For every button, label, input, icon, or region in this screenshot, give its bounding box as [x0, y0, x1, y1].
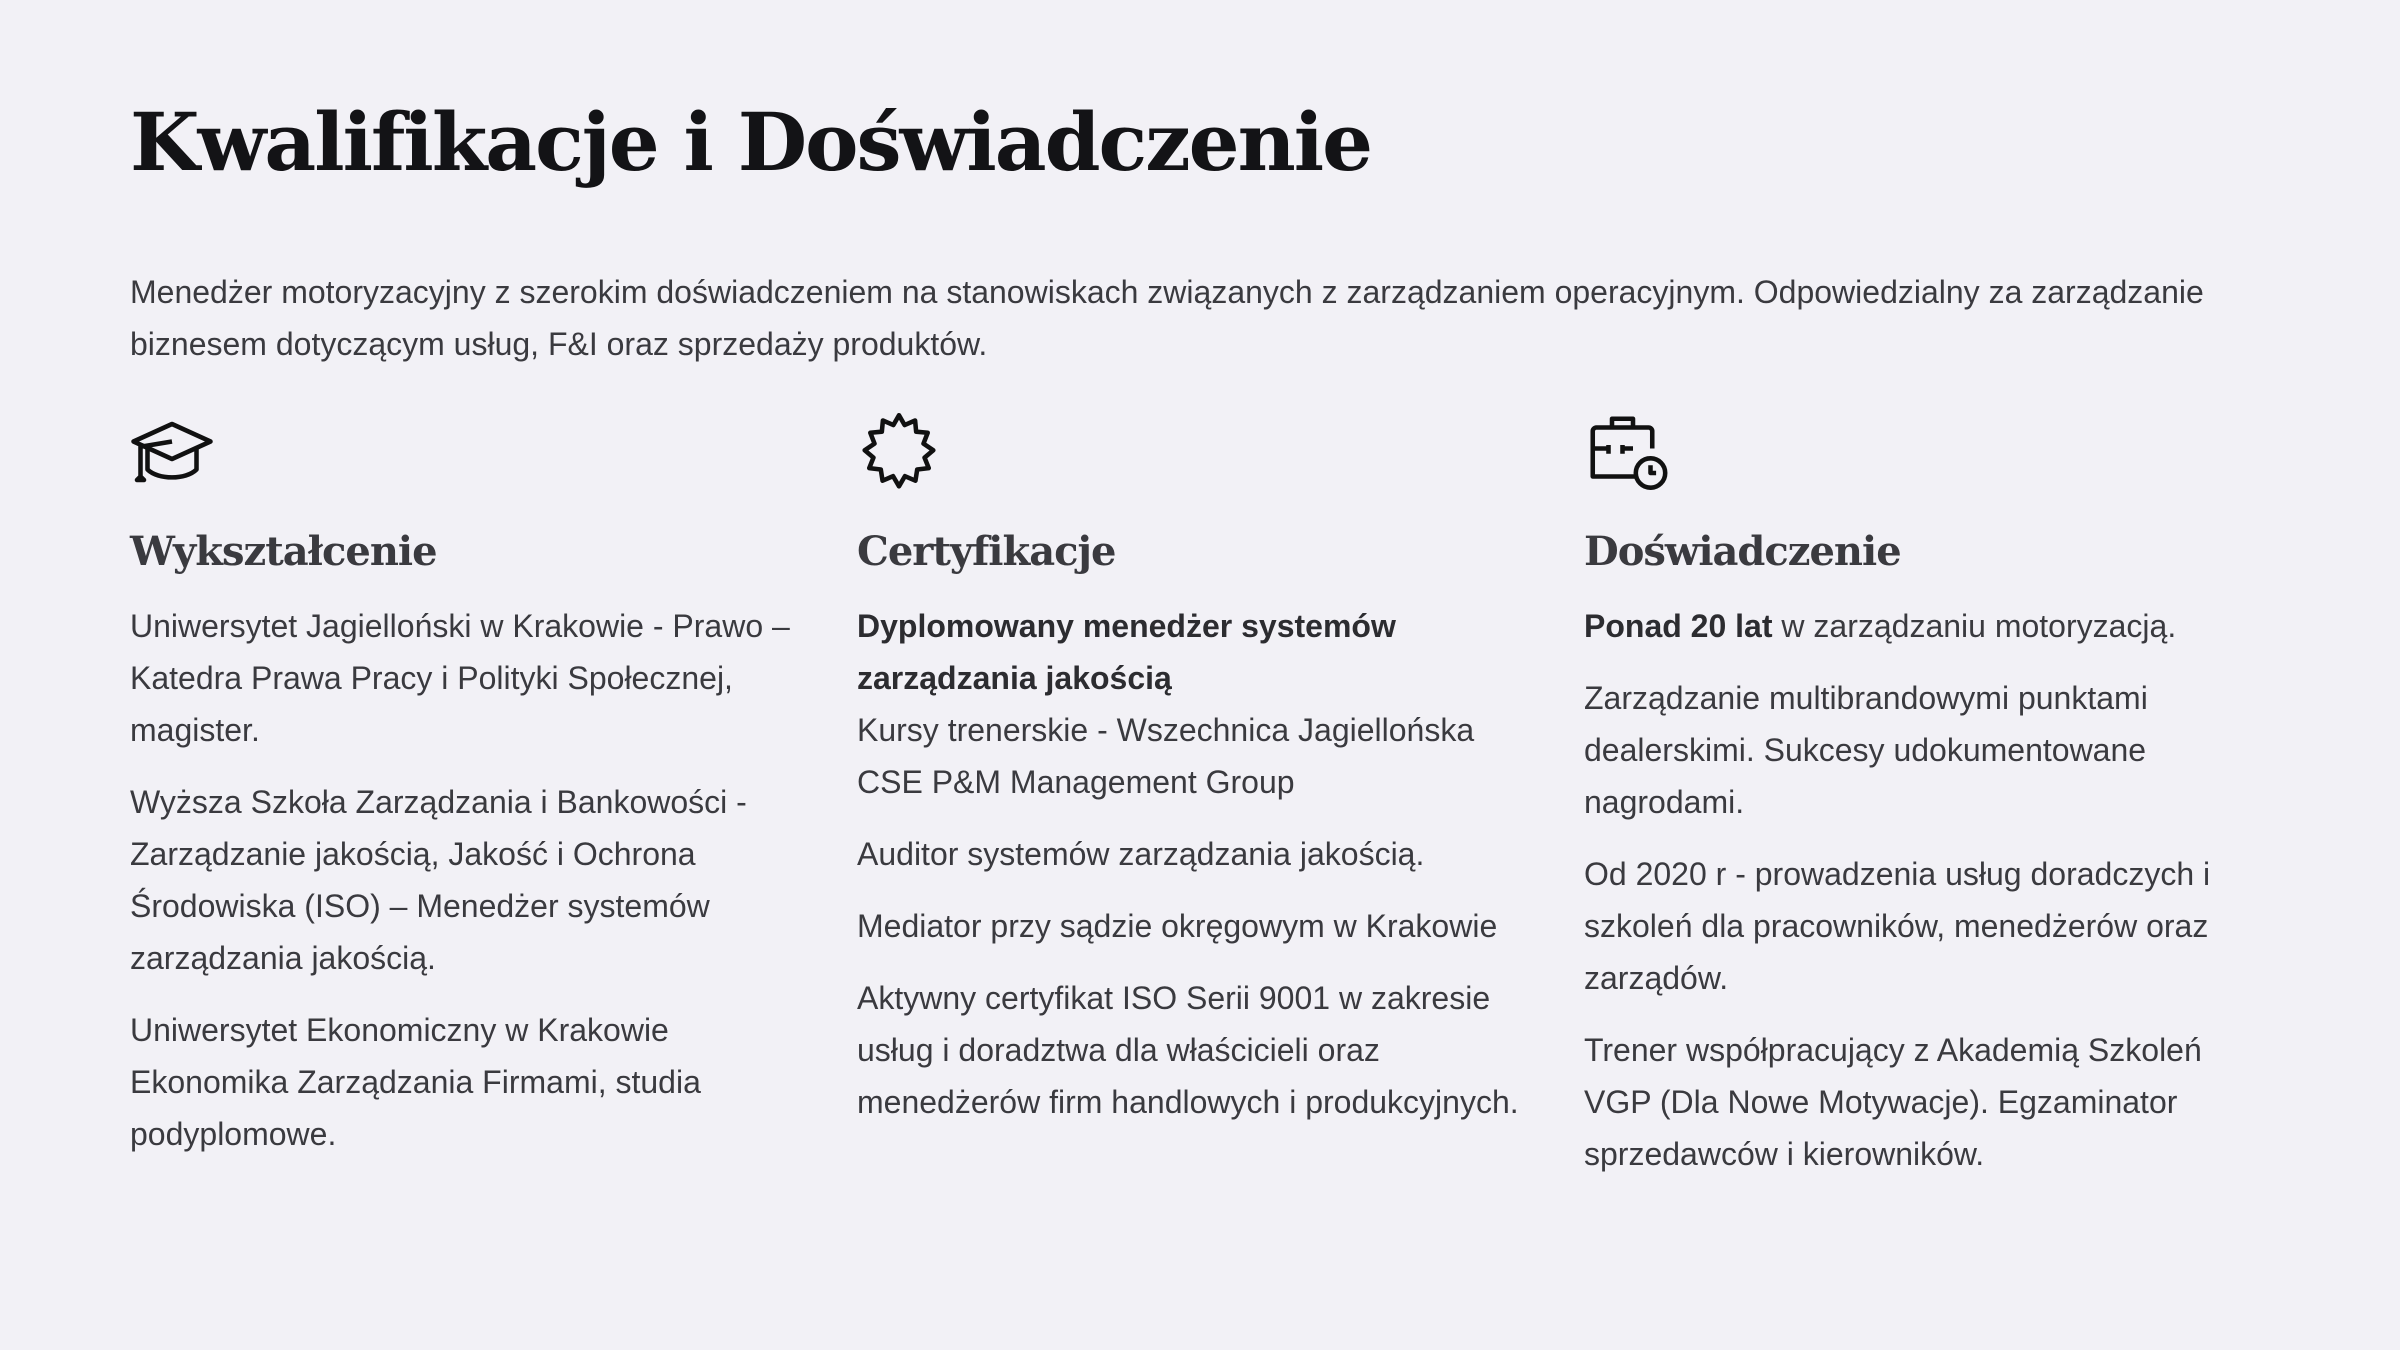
badge-icon [857, 410, 941, 494]
experience-column [1584, 410, 2274, 1172]
certifications-column [857, 410, 1547, 1120]
page-title: Kwalifikacje i Doświadczenie [130, 95, 1372, 189]
briefcase-clock-icon [1584, 410, 1668, 494]
experience-heading: Doświadczenie [1584, 528, 1901, 575]
experience-bold: Ponad 20 lat [1584, 608, 1773, 644]
education-item: Wyższa Szkoła Zarządzania i Bankowości - Zarządzanie jakością, Jakość i Ochrona Środowiska (ISO) – Menedżer systemów zarządzania jakością. [130, 784, 747, 976]
certification-item: Aktywny certyfikat ISO Serii 9001 w zakresie usług i doradztwa dla właścicieli oraz menedżerów firm handlowych i produkcyjnych. [857, 980, 1519, 1120]
experience-line: w zarządzaniu motoryzacją. [1772, 608, 2177, 644]
education-item: Uniwersytet Jagielloński w Krakowie - Prawo – Katedra Prawa Pracy i Polityki Społecznej, magister. [130, 608, 790, 748]
education-column [130, 410, 820, 1152]
experience-item: Zarządzanie multibrandowymi punktami dealerskimi. Sukcesy udokumentowane nagrodami. [1584, 680, 2148, 820]
experience-item: Od 2020 r - prowadzenia usług doradczych i szkoleń dla pracowników, menedżerów oraz zarządów. [1584, 856, 2211, 996]
certification-item: Mediator przy sądzie okręgowym w Krakowie [857, 908, 1498, 944]
certification-line: CSE P&M Management Group [857, 764, 1295, 800]
intro-text: Menedżer motoryzacyjny z szerokim doświadczeniem na stanowiskach związanych z zarządzaniem operacyjnym. Odpowiedzialny za zarządzanie biznesem dotyczącym usług, F&I oraz sprzedaży produktów. [130, 274, 2204, 362]
certification-item: Auditor systemów zarządzania jakością. [857, 836, 1425, 872]
certification-bold: Dyplomowany menedżer systemów zarządzania jakością [857, 608, 1396, 696]
certifications-heading: Certyfikacje [857, 528, 1116, 575]
education-heading: Wykształcenie [130, 528, 437, 575]
experience-item: Trener współpracujący z Akademią Szkoleń VGP (Dla Nowe Motywacje). Egzaminator sprzedawców i kierowników. [1584, 1032, 2202, 1172]
graduation-cap-icon [130, 410, 214, 494]
education-item: Uniwersytet Ekonomiczny w Krakowie Ekonomika Zarządzania Firmami, studia podyplomowe. [130, 1012, 701, 1152]
certification-line: Kursy trenerskie - Wszechnica Jagiellońska [857, 712, 1475, 748]
